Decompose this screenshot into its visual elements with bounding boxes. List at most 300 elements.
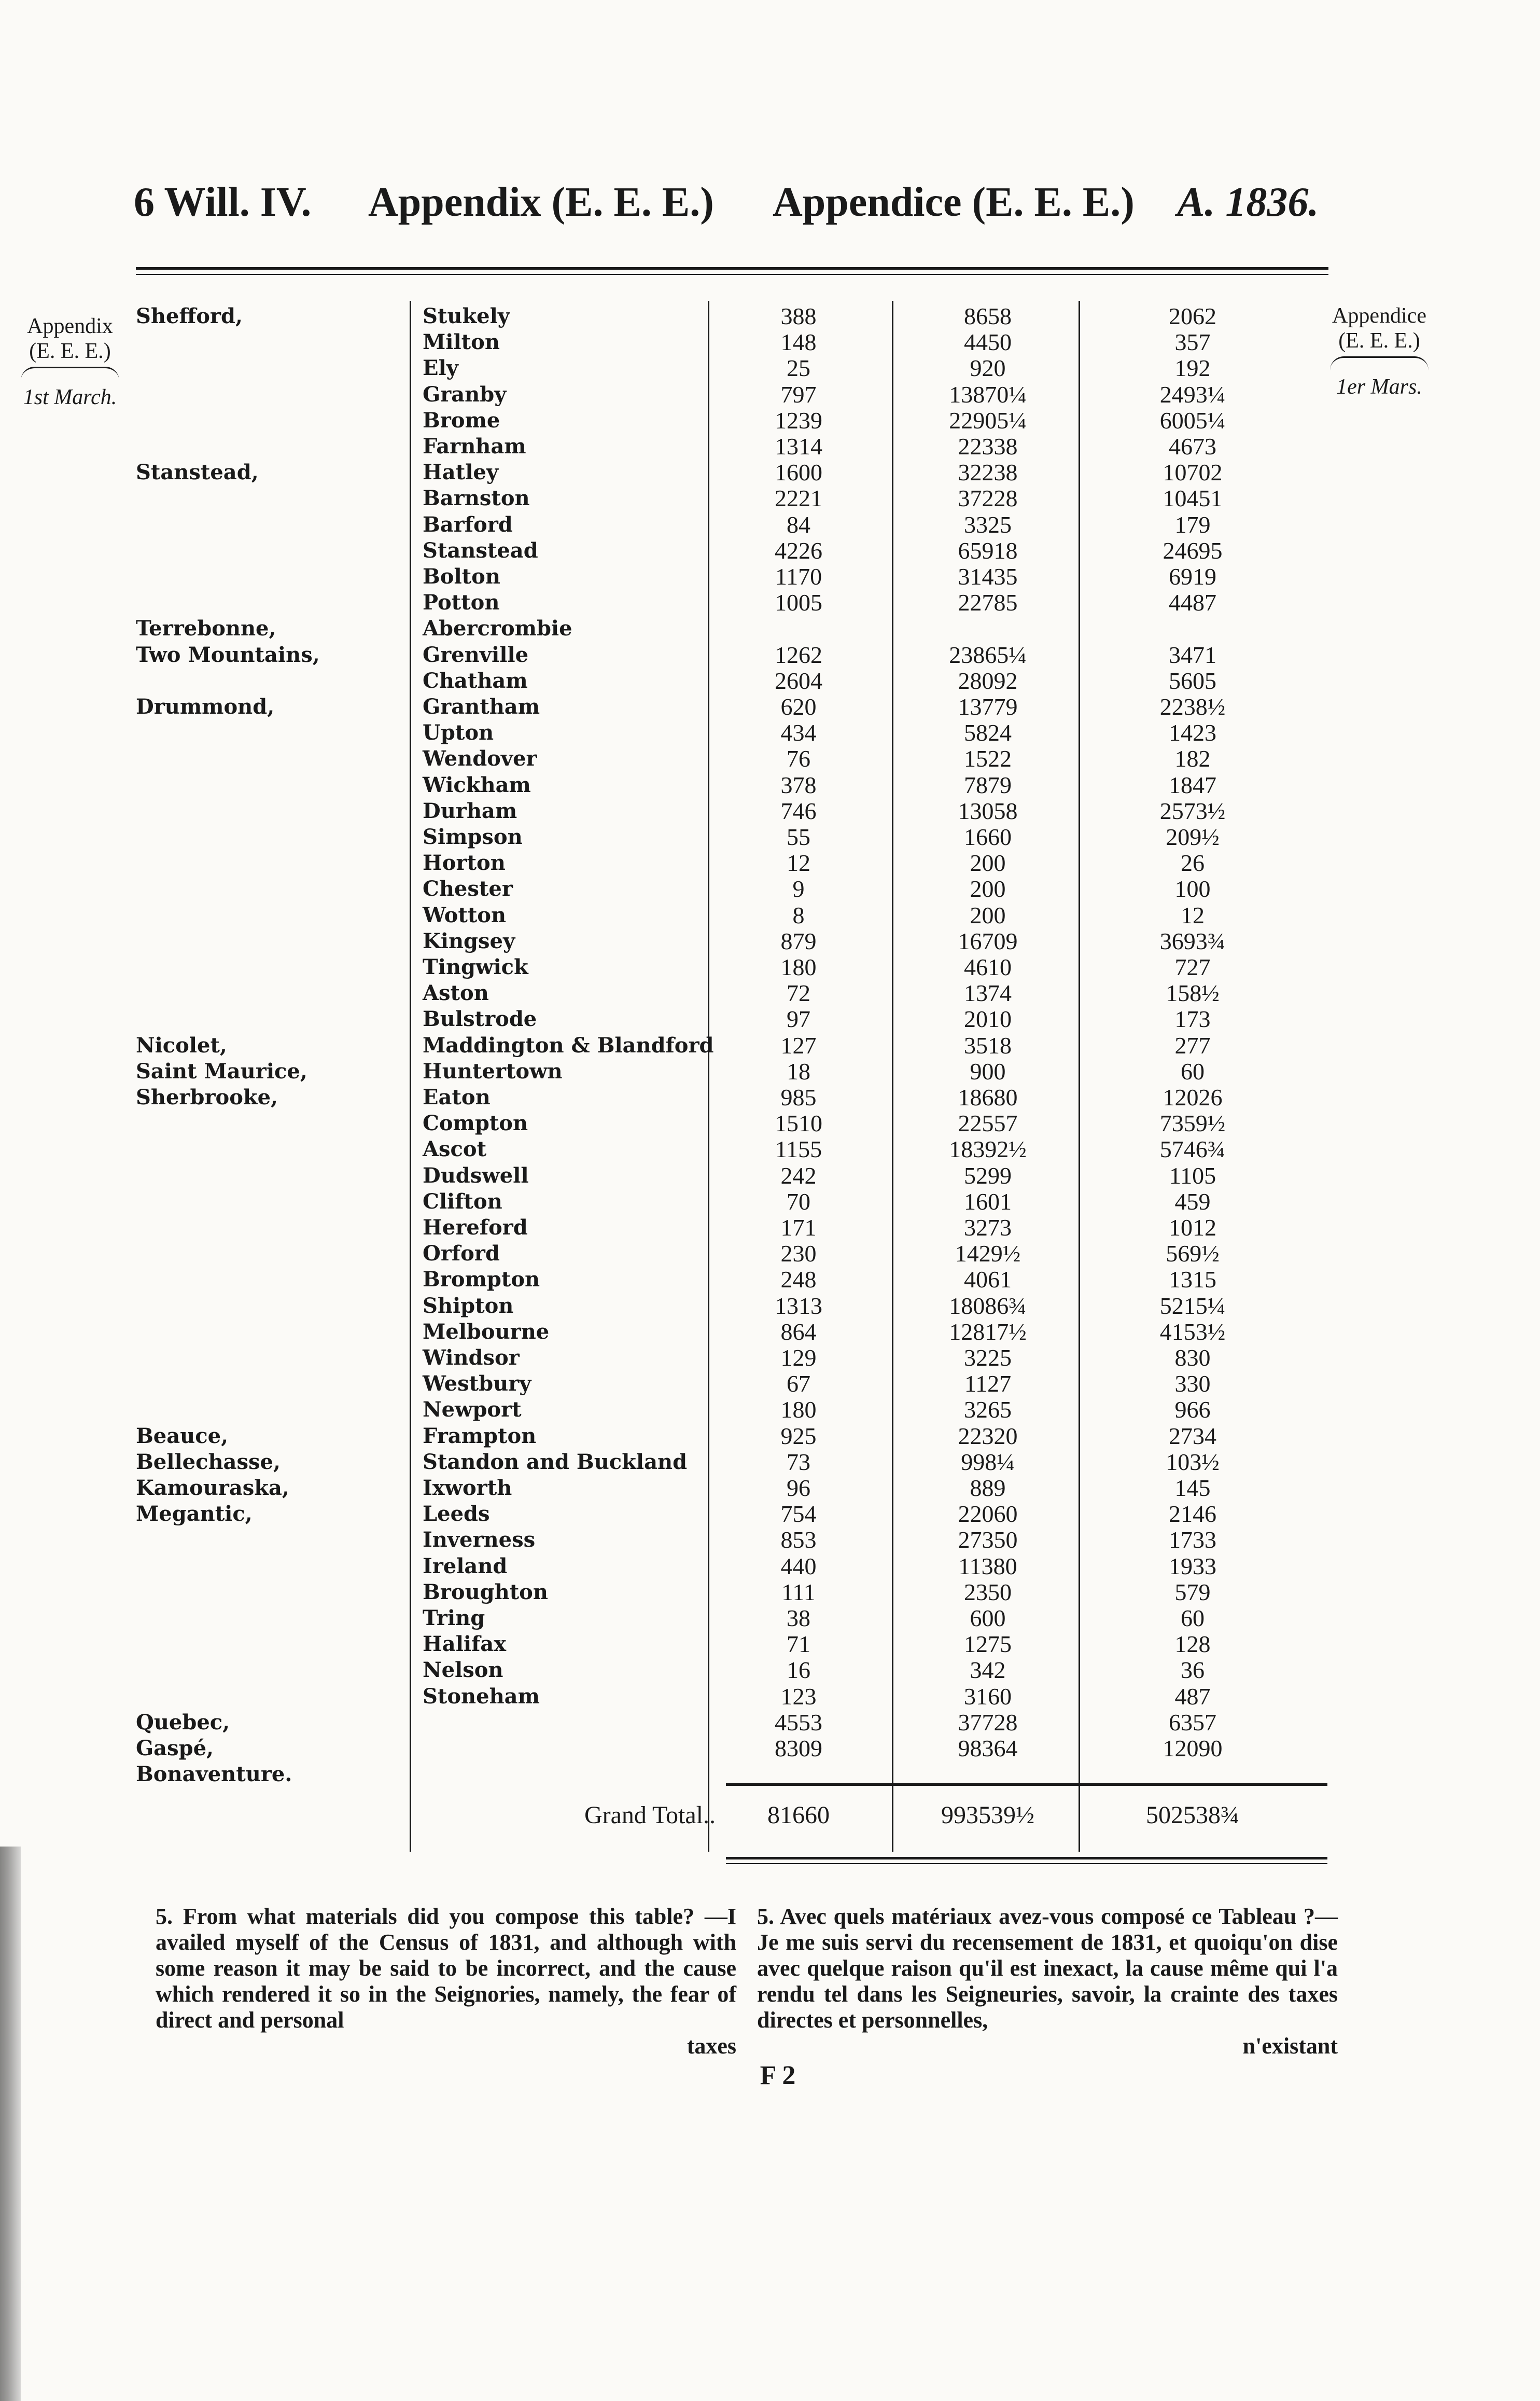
township-name: Barford xyxy=(423,512,513,537)
page-signature: F 2 xyxy=(760,2061,796,2090)
header-year: A. 1836. xyxy=(1177,179,1319,225)
header-rule-thick xyxy=(136,267,1328,270)
value-col1: 1170 xyxy=(775,563,822,590)
value-col2: 37728 xyxy=(958,1709,1018,1736)
value-col3: 60 xyxy=(1181,1605,1205,1631)
value-col2: 22785 xyxy=(958,589,1018,616)
township-name: Milton xyxy=(423,330,500,355)
value-col3: 966 xyxy=(1174,1396,1211,1423)
value-col3: 2062 xyxy=(1169,303,1216,329)
value-col2: 1374 xyxy=(964,980,1012,1007)
value-col2: 5824 xyxy=(964,719,1012,746)
value-col1: 2221 xyxy=(775,485,822,512)
table-row xyxy=(0,1501,1540,1527)
value-col3: 2238½ xyxy=(1159,693,1226,720)
table-row xyxy=(0,1736,1540,1761)
township-name: Grenville xyxy=(423,642,529,667)
table-row xyxy=(0,538,1540,564)
value-col1: 1510 xyxy=(775,1110,822,1137)
table-row xyxy=(0,694,1540,720)
township-name: Wendover xyxy=(423,746,537,771)
value-col2: 4450 xyxy=(964,329,1012,356)
value-col3: 1423 xyxy=(1169,719,1216,746)
value-col2: 32238 xyxy=(958,459,1018,486)
header-session: 6 Will. IV. xyxy=(134,179,312,225)
value-col2: 12817½ xyxy=(949,1318,1027,1345)
value-col2: 5299 xyxy=(964,1162,1012,1189)
value-col1: 985 xyxy=(780,1084,817,1111)
township-name: Bolton xyxy=(423,564,500,589)
county-name: Quebec, xyxy=(136,1710,230,1734)
township-name: Horton xyxy=(423,851,506,876)
value-col2: 2010 xyxy=(964,1006,1012,1033)
value-col3: 3471 xyxy=(1169,641,1216,668)
value-col2: 28092 xyxy=(958,667,1018,694)
value-col1: 180 xyxy=(780,1396,817,1423)
value-col3: 487 xyxy=(1174,1683,1211,1710)
value-col3: 24695 xyxy=(1163,537,1223,564)
value-col2: 37228 xyxy=(958,485,1018,512)
grand-total-label: Grand Total.. xyxy=(584,1801,716,1829)
township-name: Ireland xyxy=(423,1553,508,1578)
value-col2: 1275 xyxy=(964,1631,1012,1658)
township-name: Nelson xyxy=(423,1658,503,1683)
township-name: Barnston xyxy=(423,486,530,511)
value-col3: 192 xyxy=(1174,355,1211,382)
value-col3 xyxy=(1115,616,1270,642)
value-col1: 797 xyxy=(780,381,817,408)
table-row xyxy=(0,1215,1540,1241)
value-col1: 16 xyxy=(787,1657,810,1684)
township-name: Standon and Buckland xyxy=(423,1449,688,1474)
value-col1: 72 xyxy=(787,980,810,1007)
value-col2: 1601 xyxy=(964,1188,1012,1215)
value-col3: 12026 xyxy=(1163,1084,1223,1111)
county-name: Megantic, xyxy=(136,1502,253,1526)
value-col3: 6919 xyxy=(1169,563,1216,590)
township-name: Tingwick xyxy=(423,955,528,979)
value-col1: 746 xyxy=(780,797,817,824)
value-col1: 620 xyxy=(780,693,817,720)
value-col3: 1012 xyxy=(1169,1214,1216,1241)
value-col3: 26 xyxy=(1181,850,1205,877)
table-row xyxy=(0,1241,1540,1267)
margin-left-label: Appendix xyxy=(27,314,113,338)
value-col2: 31435 xyxy=(958,563,1018,590)
value-col3: 3693¾ xyxy=(1159,927,1226,954)
value-col1: 18 xyxy=(787,1058,810,1085)
value-col3: 2146 xyxy=(1169,1501,1216,1528)
value-col2: 23865¼ xyxy=(949,641,1027,668)
township-name: Stukely xyxy=(423,304,510,328)
value-col3: 173 xyxy=(1174,1006,1211,1033)
value-col2: 3273 xyxy=(964,1214,1012,1241)
table-row xyxy=(0,1189,1540,1215)
township-name: Newport xyxy=(423,1397,522,1422)
value-col2: 22060 xyxy=(958,1501,1018,1528)
township-name: Maddington & Blandford xyxy=(423,1033,714,1058)
township-name: Granby xyxy=(423,382,507,407)
township-name: Compton xyxy=(423,1111,528,1136)
value-col2: 7879 xyxy=(964,771,1012,798)
value-col2: 22557 xyxy=(958,1110,1018,1137)
margin-left-date: 1st March. xyxy=(23,385,117,409)
township-name: Stoneham xyxy=(423,1684,540,1709)
value-col2: 18392½ xyxy=(949,1136,1027,1163)
county-name: Gaspé, xyxy=(136,1736,214,1760)
value-col3: 6005¼ xyxy=(1159,407,1226,434)
table-row xyxy=(0,485,1540,511)
value-col1: 9 xyxy=(792,876,805,903)
table-row xyxy=(0,642,1540,668)
value-col2: 3160 xyxy=(964,1683,1012,1710)
value-col2: 18680 xyxy=(958,1084,1018,1111)
value-col3: 579 xyxy=(1174,1578,1211,1605)
value-col3: 727 xyxy=(1174,954,1211,980)
township-name: Hatley xyxy=(423,460,499,485)
county-name: Drummond, xyxy=(136,695,275,719)
value-col1: 242 xyxy=(780,1162,817,1189)
county-name: Saint Maurice, xyxy=(136,1059,307,1084)
table-row xyxy=(0,616,1540,642)
table-row xyxy=(0,1163,1540,1189)
county-name: Beauce, xyxy=(136,1423,228,1448)
township-name: Hereford xyxy=(423,1215,528,1240)
value-col3: 5215¼ xyxy=(1159,1292,1226,1319)
total-rule-bottom-thin xyxy=(726,1863,1327,1864)
value-col1: 38 xyxy=(787,1605,810,1631)
township-name: Upton xyxy=(423,720,494,745)
value-col1: 76 xyxy=(787,745,810,772)
value-col1: 127 xyxy=(780,1032,817,1059)
township-name: Melbourne xyxy=(423,1319,550,1344)
paragraph-french xyxy=(757,1904,1338,2059)
county-name: Two Mountains, xyxy=(136,642,320,667)
county-name: Stanstead, xyxy=(136,460,259,485)
table-row xyxy=(0,980,1540,1006)
value-col1: 248 xyxy=(780,1266,817,1293)
township-name: Ascot xyxy=(423,1137,487,1162)
table-row xyxy=(0,382,1540,408)
paragraph-french-catchword: n'existant xyxy=(1242,2033,1338,2059)
county-name: Terrebonne, xyxy=(136,616,276,641)
table-row xyxy=(0,720,1540,746)
value-col2: 22320 xyxy=(958,1422,1018,1449)
value-col1: 378 xyxy=(780,771,817,798)
table-row xyxy=(0,1345,1540,1371)
township-name: Ixworth xyxy=(423,1476,512,1500)
table-row xyxy=(0,954,1540,980)
county-name: Nicolet, xyxy=(136,1033,227,1058)
table-row xyxy=(0,798,1540,824)
table-row xyxy=(0,1319,1540,1345)
value-col3: 7359½ xyxy=(1159,1110,1226,1137)
value-col3: 5746¾ xyxy=(1159,1136,1226,1163)
value-col1: 129 xyxy=(780,1344,817,1371)
township-name: Bulstrode xyxy=(423,1007,537,1032)
value-col2: 65918 xyxy=(958,537,1018,564)
table-row xyxy=(0,564,1540,590)
margin-right-code: (E. E. E.) xyxy=(1338,329,1420,353)
value-col3: 830 xyxy=(1174,1344,1211,1371)
value-col2 xyxy=(910,616,1066,642)
table-row xyxy=(0,1605,1540,1631)
table-row xyxy=(0,1475,1540,1501)
value-col3: 569½ xyxy=(1166,1240,1220,1267)
table-row xyxy=(0,1710,1540,1736)
table-row xyxy=(0,1111,1540,1136)
value-col2: 27350 xyxy=(958,1526,1018,1553)
township-name: Shipton xyxy=(423,1293,514,1318)
township-name: Durham xyxy=(423,798,517,823)
value-col3: 459 xyxy=(1174,1188,1211,1215)
value-col1: 388 xyxy=(780,303,817,329)
value-col1: 70 xyxy=(787,1188,810,1215)
value-col1: 230 xyxy=(780,1240,817,1267)
value-col3: 6357 xyxy=(1169,1709,1216,1736)
value-col1: 440 xyxy=(780,1552,817,1579)
township-name: Wotton xyxy=(423,903,507,927)
value-col3: 12 xyxy=(1181,901,1205,928)
township-name: Orford xyxy=(423,1241,500,1266)
value-col3: 1733 xyxy=(1169,1526,1216,1553)
value-col1: 180 xyxy=(780,954,817,980)
table-row xyxy=(0,850,1540,876)
value-col3: 179 xyxy=(1174,511,1211,538)
value-col2: 920 xyxy=(970,355,1006,382)
value-col1: 1600 xyxy=(775,459,822,486)
township-name: Simpson xyxy=(423,825,523,849)
table-row xyxy=(0,903,1540,928)
value-col1: 73 xyxy=(787,1448,810,1475)
county-name: Shefford, xyxy=(136,304,243,328)
value-col1: 84 xyxy=(787,511,810,538)
table-row xyxy=(0,355,1540,381)
value-col3: 60 xyxy=(1181,1058,1205,1085)
value-col3: 2734 xyxy=(1169,1422,1216,1449)
county-name: Sherbrooke, xyxy=(136,1085,278,1109)
value-col1: 123 xyxy=(780,1683,817,1710)
value-col3: 4153½ xyxy=(1159,1318,1226,1345)
township-name: Brompton xyxy=(423,1267,540,1292)
value-col1: 111 xyxy=(781,1578,816,1605)
township-name: Huntertown xyxy=(423,1059,563,1084)
paragraph-french-text: 5. Avec quels matériaux avez-vous composé ce Tableau ?—Je me suis servi du recensement de 1831, et quoiqu'on dise avec quelque raison qu'il est inexact, la cause même qui l'a rendu tel dans les Seigneuries, savoir, la crainte des taxes directes et personnelles, xyxy=(757,1904,1338,2033)
header-rule-thin xyxy=(136,274,1328,275)
value-col2: 16709 xyxy=(958,927,1018,954)
value-col2: 8658 xyxy=(964,303,1012,329)
table-row xyxy=(0,1006,1540,1032)
township-name: Chester xyxy=(423,877,513,901)
township-name: Halifax xyxy=(423,1632,507,1657)
value-col3: 2493¼ xyxy=(1159,381,1226,408)
township-name: Kingsey xyxy=(423,928,515,953)
value-col2: 1522 xyxy=(964,745,1012,772)
value-col1: 1155 xyxy=(775,1136,822,1163)
table-row xyxy=(0,408,1540,434)
township-name: Leeds xyxy=(423,1502,490,1526)
value-col3: 209½ xyxy=(1166,824,1220,850)
township-name: Eaton xyxy=(423,1085,491,1109)
value-col3: 1933 xyxy=(1169,1552,1216,1579)
township-name: Frampton xyxy=(423,1423,537,1448)
table-row xyxy=(0,460,1540,485)
grand-total-c2: 993539½ xyxy=(941,1801,1034,1829)
value-col1: 754 xyxy=(780,1501,817,1528)
value-col3: 103½ xyxy=(1166,1448,1220,1475)
value-col2: 13870¼ xyxy=(949,381,1027,408)
value-col1: 55 xyxy=(787,824,810,850)
value-col3: 357 xyxy=(1174,329,1211,356)
table-row xyxy=(0,1267,1540,1293)
table-row xyxy=(0,1293,1540,1319)
margin-right-date: 1er Mars. xyxy=(1336,375,1422,399)
township-name: Clifton xyxy=(423,1189,502,1214)
value-col3: 100 xyxy=(1174,876,1211,903)
total-rule-bottom xyxy=(726,1857,1327,1859)
value-col1: 171 xyxy=(780,1214,817,1241)
paragraph-english-text: 5. From what materials did you compose this table? —I availed myself of the Census of 1831, and although with some reason it may be said to be incorrect, and the cause which rendered it so in the Seignories, namely, the fear of direct and personal xyxy=(156,1904,736,2033)
township-name: Abercrombie xyxy=(423,616,572,641)
value-col3: 145 xyxy=(1174,1475,1211,1501)
value-col2: 3225 xyxy=(964,1344,1012,1371)
value-col1: 148 xyxy=(780,329,817,356)
value-col3: 12090 xyxy=(1163,1735,1223,1761)
value-col3: 10702 xyxy=(1163,459,1223,486)
table-row xyxy=(0,303,1540,329)
value-col1: 1262 xyxy=(775,641,822,668)
value-col3: 1847 xyxy=(1169,771,1216,798)
value-col3: 158½ xyxy=(1166,980,1220,1007)
total-rule-top xyxy=(726,1783,1327,1786)
table-row xyxy=(0,928,1540,954)
value-col1: 25 xyxy=(787,355,810,382)
township-name: Broughton xyxy=(423,1579,548,1604)
value-col2: 200 xyxy=(970,876,1006,903)
table-row xyxy=(0,1657,1540,1683)
value-col2: 18086¾ xyxy=(949,1292,1027,1319)
township-name: Brome xyxy=(423,408,500,433)
margin-right-label: Appendice xyxy=(1332,304,1426,328)
value-col1: 67 xyxy=(787,1370,810,1397)
table-row xyxy=(0,746,1540,772)
township-name: Dudswell xyxy=(423,1163,529,1188)
table-row xyxy=(0,1553,1540,1579)
value-col1 xyxy=(721,616,876,642)
value-col3: 4673 xyxy=(1169,433,1216,460)
value-col3: 182 xyxy=(1174,745,1211,772)
value-col3: 277 xyxy=(1174,1032,1211,1059)
table-row xyxy=(0,1085,1540,1111)
header-title-en: Appendix (E. E. E.) xyxy=(368,179,714,225)
value-col2: 342 xyxy=(970,1657,1006,1684)
value-col2: 4610 xyxy=(964,954,1012,980)
table-row xyxy=(0,1397,1540,1423)
value-col3: 36 xyxy=(1181,1657,1205,1684)
township-name: Wickham xyxy=(423,772,531,797)
value-col3: 1105 xyxy=(1169,1162,1216,1189)
grand-total-c3: 502538¾ xyxy=(1146,1801,1239,1829)
table-row xyxy=(0,1631,1540,1657)
table-row xyxy=(0,1527,1540,1553)
table-row xyxy=(0,668,1540,694)
value-col2: 3325 xyxy=(964,511,1012,538)
table-row xyxy=(0,1033,1540,1059)
table-row xyxy=(0,329,1540,355)
value-col1: 4226 xyxy=(775,537,822,564)
value-col1: 1313 xyxy=(775,1292,822,1319)
township-name: Ely xyxy=(423,356,458,381)
paragraph-english xyxy=(156,1904,736,2059)
value-col1: 8309 xyxy=(775,1735,822,1761)
value-col2: 2350 xyxy=(964,1578,1012,1605)
margin-left-code: (E. E. E.) xyxy=(29,339,111,363)
value-col2: 22905¼ xyxy=(949,407,1027,434)
value-col1: 4553 xyxy=(775,1709,822,1736)
header-title-fr: Appendice (E. E. E.) xyxy=(773,179,1135,225)
value-col2: 200 xyxy=(970,901,1006,928)
county-name: Kamouraska, xyxy=(136,1476,289,1500)
table-row xyxy=(0,1579,1540,1605)
township-name: Westbury xyxy=(423,1371,531,1396)
table-row xyxy=(0,772,1540,798)
county-name: Bonaventure. xyxy=(136,1762,292,1787)
value-col1: 97 xyxy=(787,1006,810,1033)
township-name: Windsor xyxy=(423,1345,520,1370)
value-col3: 10451 xyxy=(1163,485,1223,512)
table-row xyxy=(0,1684,1540,1710)
value-col3: 128 xyxy=(1174,1631,1211,1658)
value-col2: 200 xyxy=(970,850,1006,877)
township-name: Stanstead xyxy=(423,538,538,563)
value-col2: 889 xyxy=(970,1475,1006,1501)
value-col2: 3265 xyxy=(964,1396,1012,1423)
township-name: Inverness xyxy=(423,1528,536,1552)
value-col2: 1660 xyxy=(964,824,1012,850)
scan-edge-shadow xyxy=(0,1847,21,2401)
table-row xyxy=(0,1449,1540,1475)
value-col1: 71 xyxy=(787,1631,810,1658)
value-col2: 1429½ xyxy=(955,1240,1021,1267)
value-col1: 1239 xyxy=(775,407,822,434)
table-row xyxy=(0,824,1540,850)
table-row xyxy=(0,1371,1540,1397)
value-col2: 98364 xyxy=(958,1735,1018,1761)
value-col1: 1005 xyxy=(775,589,822,616)
value-col3: 1315 xyxy=(1169,1266,1216,1293)
value-col1: 879 xyxy=(780,927,817,954)
value-col1: 864 xyxy=(780,1318,817,1345)
value-col1: 853 xyxy=(780,1526,817,1553)
value-col2: 3518 xyxy=(964,1032,1012,1059)
value-col2: 998¼ xyxy=(961,1448,1015,1475)
township-name: Potton xyxy=(423,590,500,615)
grand-total-c1: 81660 xyxy=(767,1801,830,1829)
value-col1: 8 xyxy=(792,901,805,928)
county-name: Bellechasse, xyxy=(136,1449,281,1474)
value-col2: 1127 xyxy=(964,1370,1012,1397)
value-col3: 330 xyxy=(1174,1370,1211,1397)
value-col2: 13779 xyxy=(958,693,1018,720)
value-col1: 434 xyxy=(780,719,817,746)
value-col2: 22338 xyxy=(958,433,1018,460)
value-col1: 1314 xyxy=(775,433,822,460)
value-col2: 900 xyxy=(970,1058,1006,1085)
value-col3: 2573½ xyxy=(1159,797,1226,824)
township-name: Chatham xyxy=(423,668,528,693)
value-col2: 13058 xyxy=(958,797,1018,824)
value-col2: 4061 xyxy=(964,1266,1012,1293)
